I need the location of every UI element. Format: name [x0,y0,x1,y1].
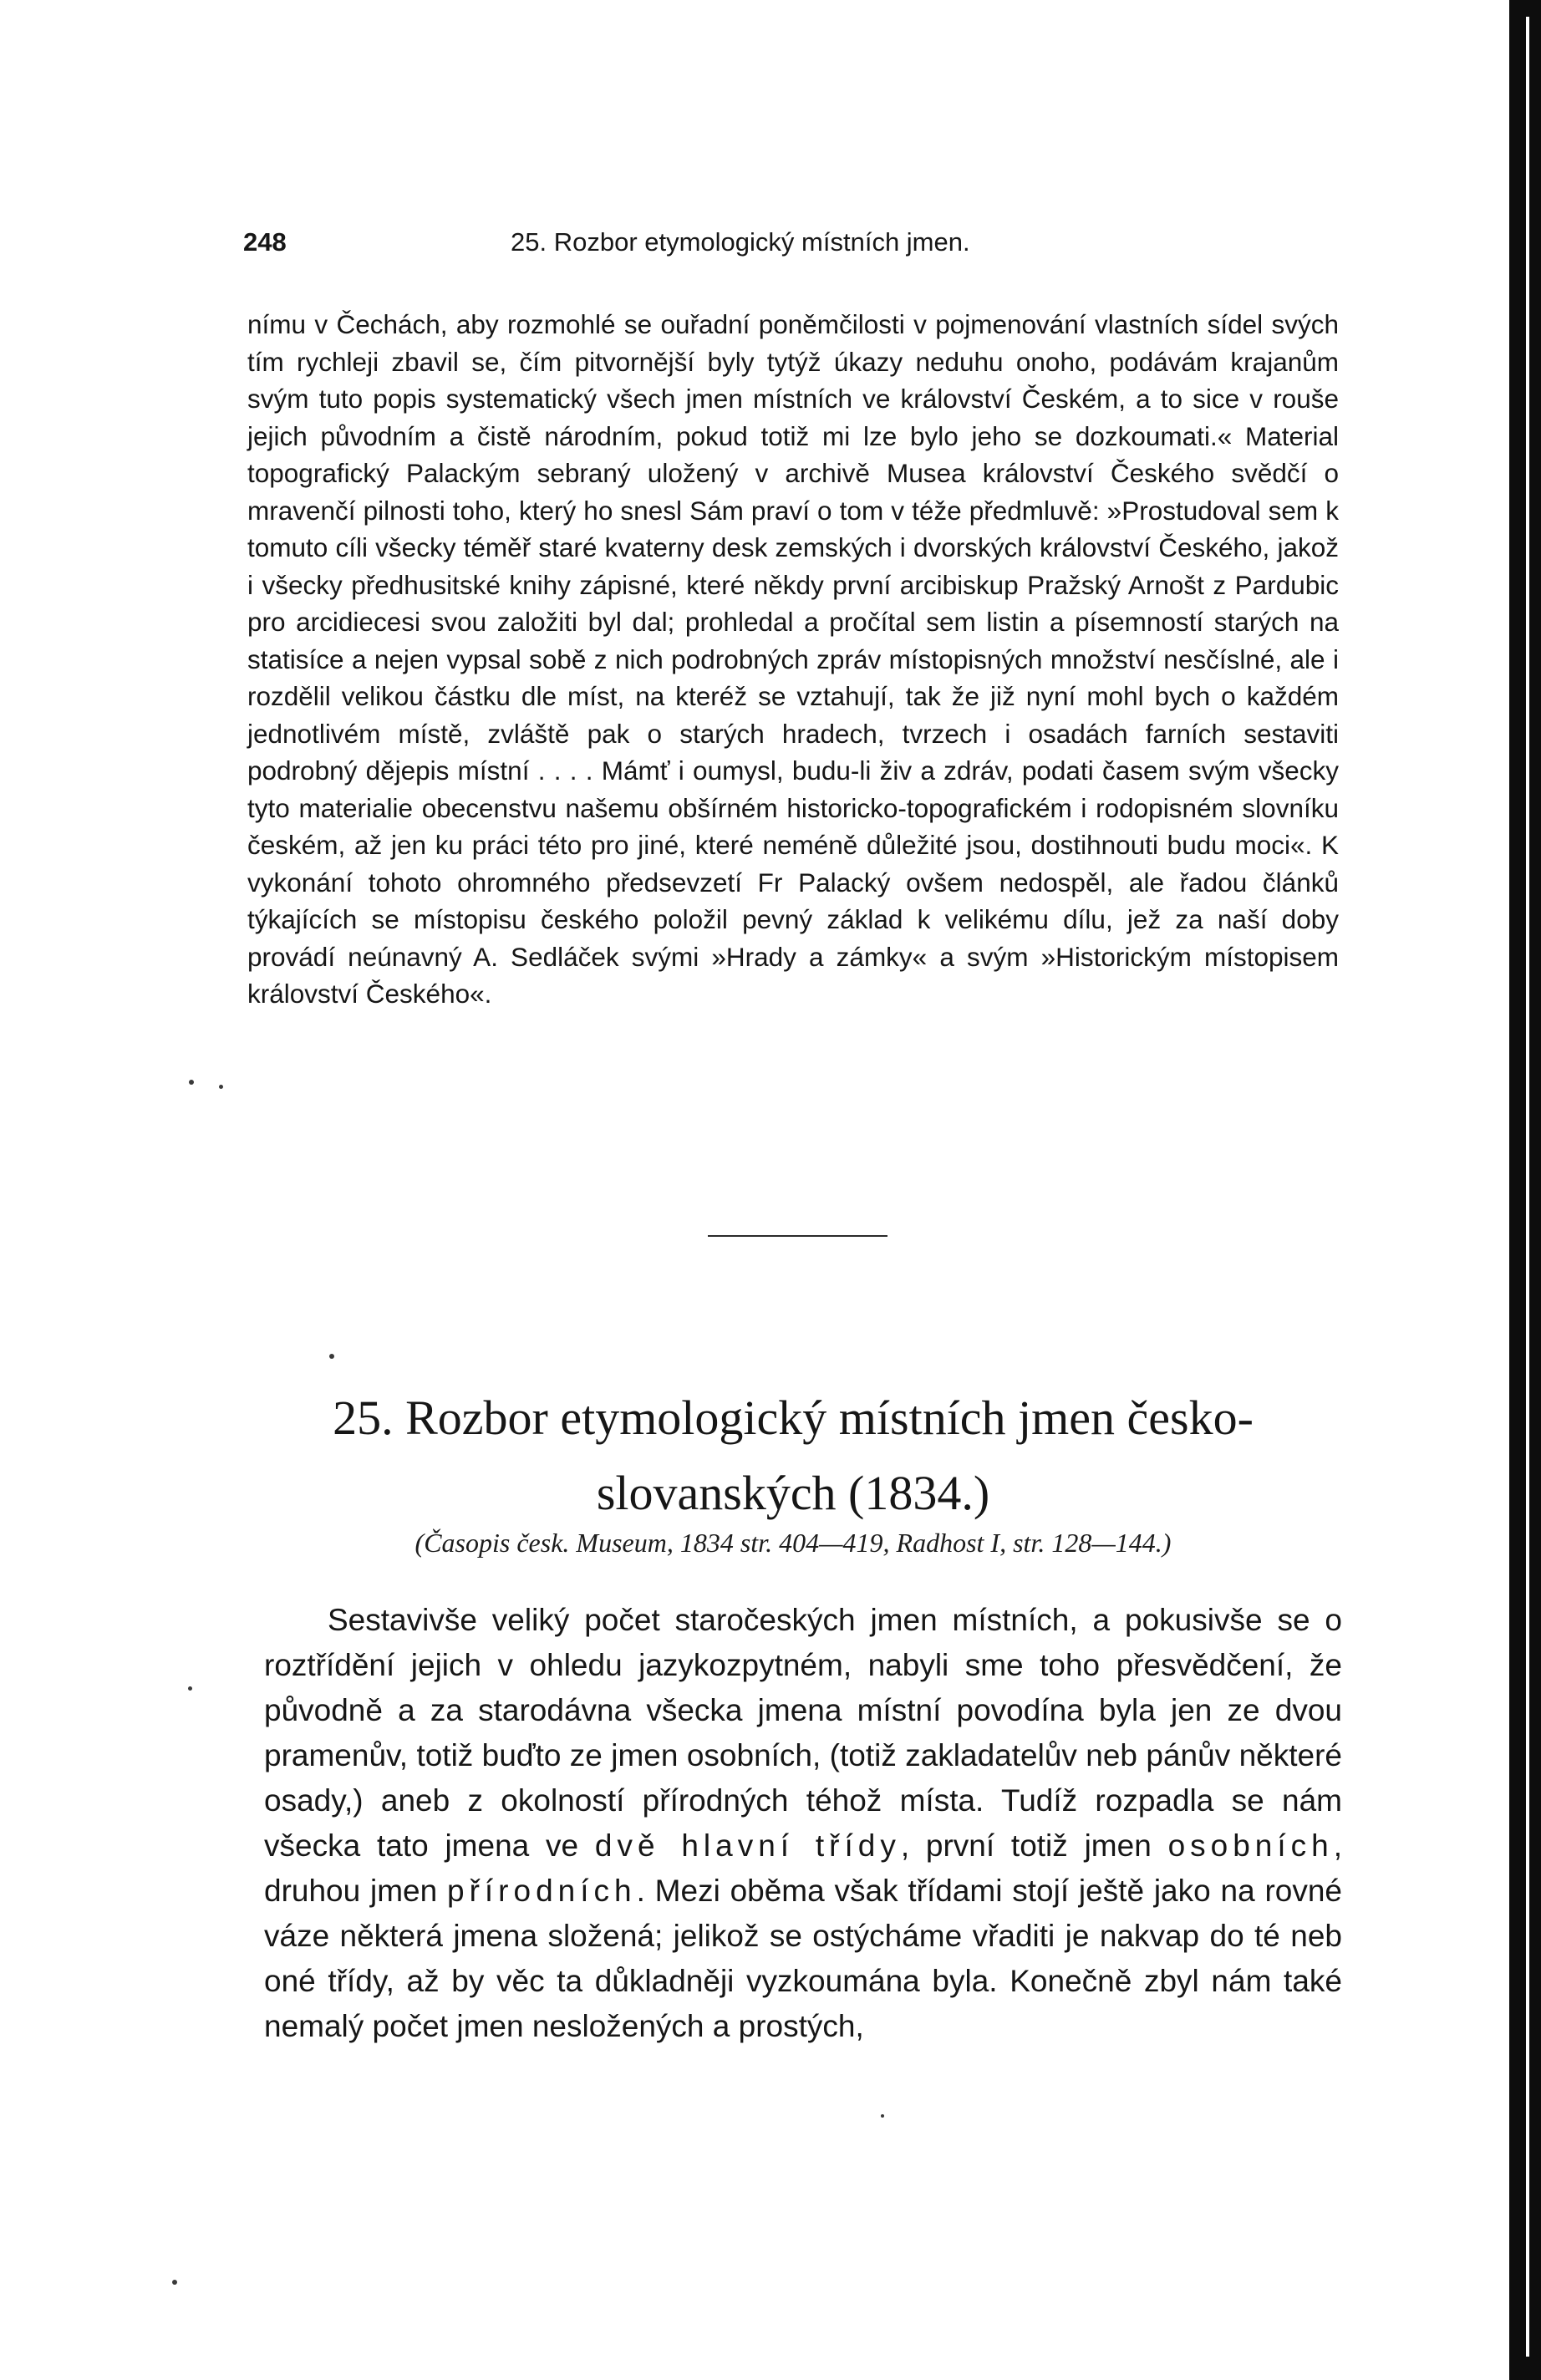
chapter-title-line-2: slovanských (1834.) [596,1466,990,1520]
emphasis-personal: osobních [1167,1828,1334,1863]
scan-speck [329,1354,334,1359]
scan-speck [219,1085,223,1089]
section-divider [708,1235,887,1237]
body-text-part-2: , první totiž jmen [900,1828,1152,1863]
scan-border-line [1526,17,1529,2357]
scan-speck [189,1080,194,1085]
body-text-part-3: , druhou jmen [264,1828,1343,1908]
body-text-part-1: Sestavivše veliký počet staročeských jmen místních, a pokusivše se o roztřídění jejich v ohledu jazykozpytném, nabyli sme toho přesvědčení, že původně a za starodávna všecka jmena místní povodína byla jen ze dvou pramenův, totiž buďto ze jmen osobních, (totiž zakladatelův neb pánův některé osady,) aneb z okolností přírodných téhož místa. Tudíž rozpadla se nám všecka tato jmena ve [264,1603,1342,1863]
emphasis-main-classes: dvě hlavní třídy [594,1828,901,1863]
page-number: 248 [243,227,287,257]
scan-border [1509,0,1541,2380]
intro-paragraph: nímu v Čechách, aby rozmohlé se ouřadní poněmčilosti v pojmenování vlastních sídel svých tím rychleji zbavil se, čím pitvornější byly tytýž úkazy neduhu onoho, podávám krajanům svým tuto popis systematický všech jmen místních ve království Českém, a to sice v rouše jejich původním a čistě národním, pokud totiž mi lze bylo jeho se dozkoumati.« Material topografický Palackým sebraný uložený v archivě Musea království Českého svědčí o mravenčí pilnosti toho, který ho snesl Sám praví o tom v téže předmluvě: »Prostudoval sem k tomuto cíli všecky téměř staré kvaterny desk zemských i dvorských království Českého, jakož i všecky předhusitské knihy zápisné, které někdy první arcibiskup Pražský Arnošt z Pardubic pro arcidiecesi svou založiti byl dal; prohledal a pročítal sem listin a písemností starých na statisíce a nejen vypsal sobě z nich podrobných zpráv místopisných množství nesčíslné, ale i rozdělil velikou částku dle míst, na kteréž se vztahují, tak že již nyní mohl bych o každém jednotlivém místě, zvláště pak o starých hradech, tvrzech i osadách farních sestaviti podrobný dějepis místní . . . . Mámť i oumysl, budu-li živ a zdráv, podati časem svým všecky tyto materialie obecenstvu našemu obšírném historicko-topografickém i rodopisném slovníku českém, až jen ku práci této pro jiné, které neméně důležité jsou, dostihnouti budu moci«. K vykonání tohoto ohromného předsevzetí Fr Palacký ovšem nedospěl, ale řadou článků týkajících se místopisu českého položil pevný základ k velikému dílu, jež za naší doby provádí neúnavný A. Sedláček svými »Hrady a zámky« a svým »Historickým místopisem království Českého«. [247,309,1339,1009]
chapter-title [247,1381,1339,1531]
chapter-title-line-1: 25. Rozbor etymologický místních jmen česko- [333,1391,1254,1445]
scan-speck [881,2114,884,2118]
page-header [243,227,1355,264]
body-paragraph [264,1598,1342,2049]
scan-speck [188,1686,192,1691]
running-title: 25. Rozbor etymologický místních jmen. [511,227,970,257]
body-text-part-4: . Mezi oběma však třídami stojí ještě jako na rovné váze některá jmena složená; jelikož se ostýcháme vřaditi je nakvap do té neb oné třídy, až by věc ta důkladněji vyzkoumána byla. Konečně zbyl nám také nemalý počet jmen nesložených a prostých, [264,1874,1342,2043]
emphasis-natural: přírodních [447,1874,637,1908]
scan-speck [172,2280,177,2285]
chapter-citation: (Časopis česk. Museum, 1834 str. 404—419, Radhost I, str. 128—144.) [414,1528,1172,1558]
